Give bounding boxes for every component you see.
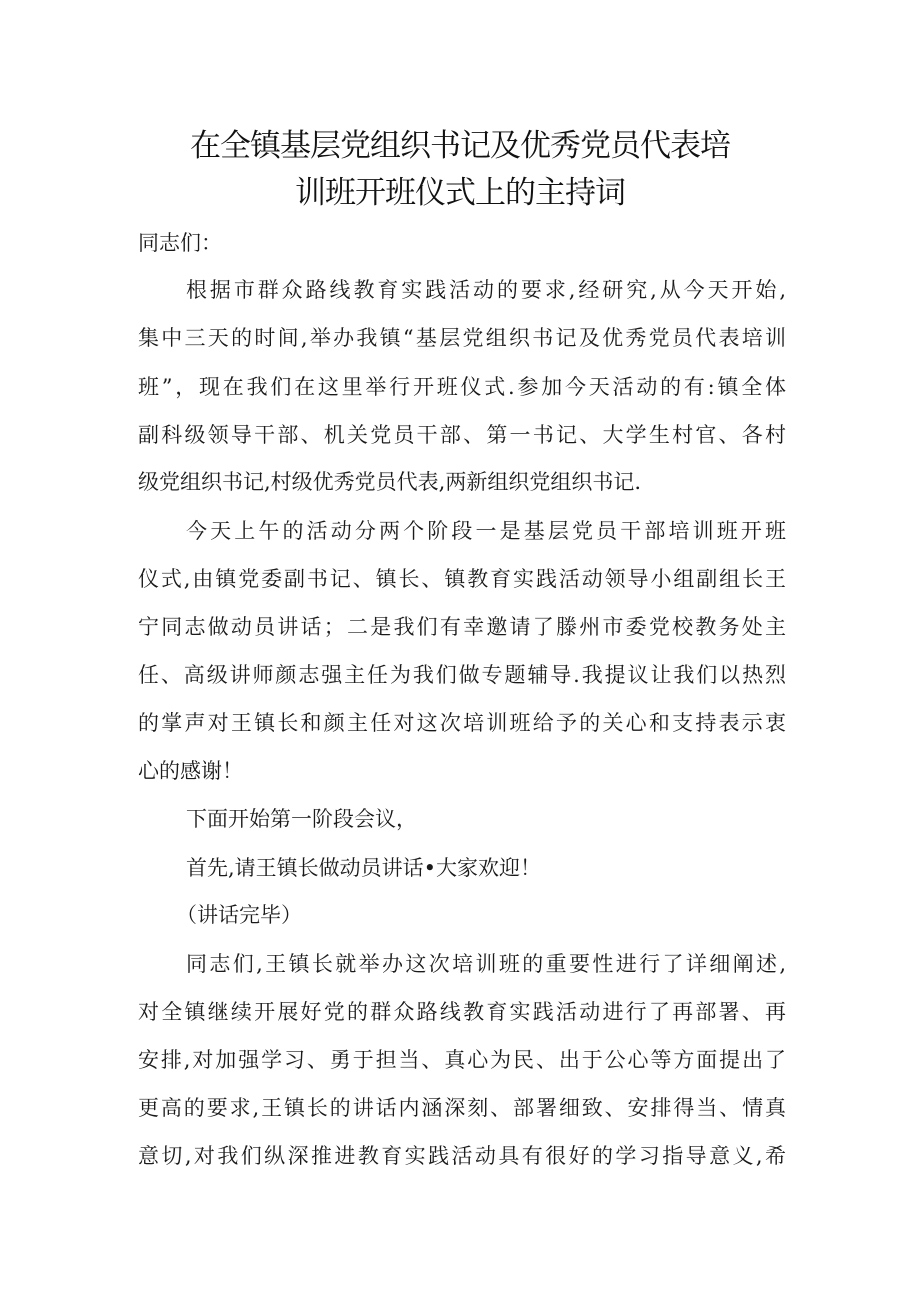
body-line: 心的感谢！ — [138, 759, 243, 783]
body-line: 任、高级讲师颜志强主任为我们做专题辅导.我提议让我们以热烈 — [138, 663, 786, 687]
body-line: 安排,对加强学习、勇于担当、真心为民、出于公心等方面提出了 — [138, 1048, 786, 1072]
body-line: 对全镇继续开展好党的群众路线教育实践活动进行了再部署、再 — [138, 1000, 786, 1024]
body-line: 宁同志做动员讲话；二是我们有幸邀请了滕州市委党校教务处主 — [138, 615, 786, 639]
body-line: 副科级领导干部、机关党员干部、第一书记、大学生村官、各村 — [138, 423, 786, 447]
body-line: 的掌声对王镇长和颜主任对这次培训班给予的关心和支持表示衷 — [138, 711, 786, 735]
body-line: 同志们,王镇长就举办这次培训班的重要性进行了详细阐述, — [186, 952, 786, 976]
body-line: 根据市群众路线教育实践活动的要求,经研究,从今天开始, — [186, 278, 786, 302]
salutation: 同志们： — [138, 231, 222, 255]
body-line: 今天上午的活动分两个阶段一是基层党员干部培训班开班 — [186, 519, 786, 543]
body-line: 集中三天的时间,举办我镇“基层党组织书记及优秀党员代表培训 — [138, 326, 786, 350]
body-line: 仪式,由镇党委副书记、镇长、镇教育实践活动领导小组副组长王 — [138, 567, 786, 591]
body-line: （讲话完毕） — [176, 903, 302, 927]
body-line: 级党组织书记,村级优秀党员代表,两新组织党组织书记. — [138, 470, 642, 494]
body-line: 班”，现在我们在这里举行开班仪式.参加今天活动的有:镇全体 — [138, 375, 786, 399]
document-title-line-2: 训班开班仪式上的主持词 — [295, 175, 625, 211]
body-line: 首先,请王镇长做动员讲话•大家欢迎！ — [186, 856, 542, 880]
body-line: 更高的要求,王镇长的讲话内涵深刻、部署细致、安排得当、情真 — [138, 1096, 786, 1120]
body-line: 下面开始第一阶段会议， — [186, 807, 417, 831]
body-line: 意切,对我们纵深推进教育实践活动具有很好的学习指导意义,希 — [138, 1144, 786, 1168]
document-title-line-1: 在全镇基层党组织书记及优秀党员代表培 — [190, 128, 730, 164]
